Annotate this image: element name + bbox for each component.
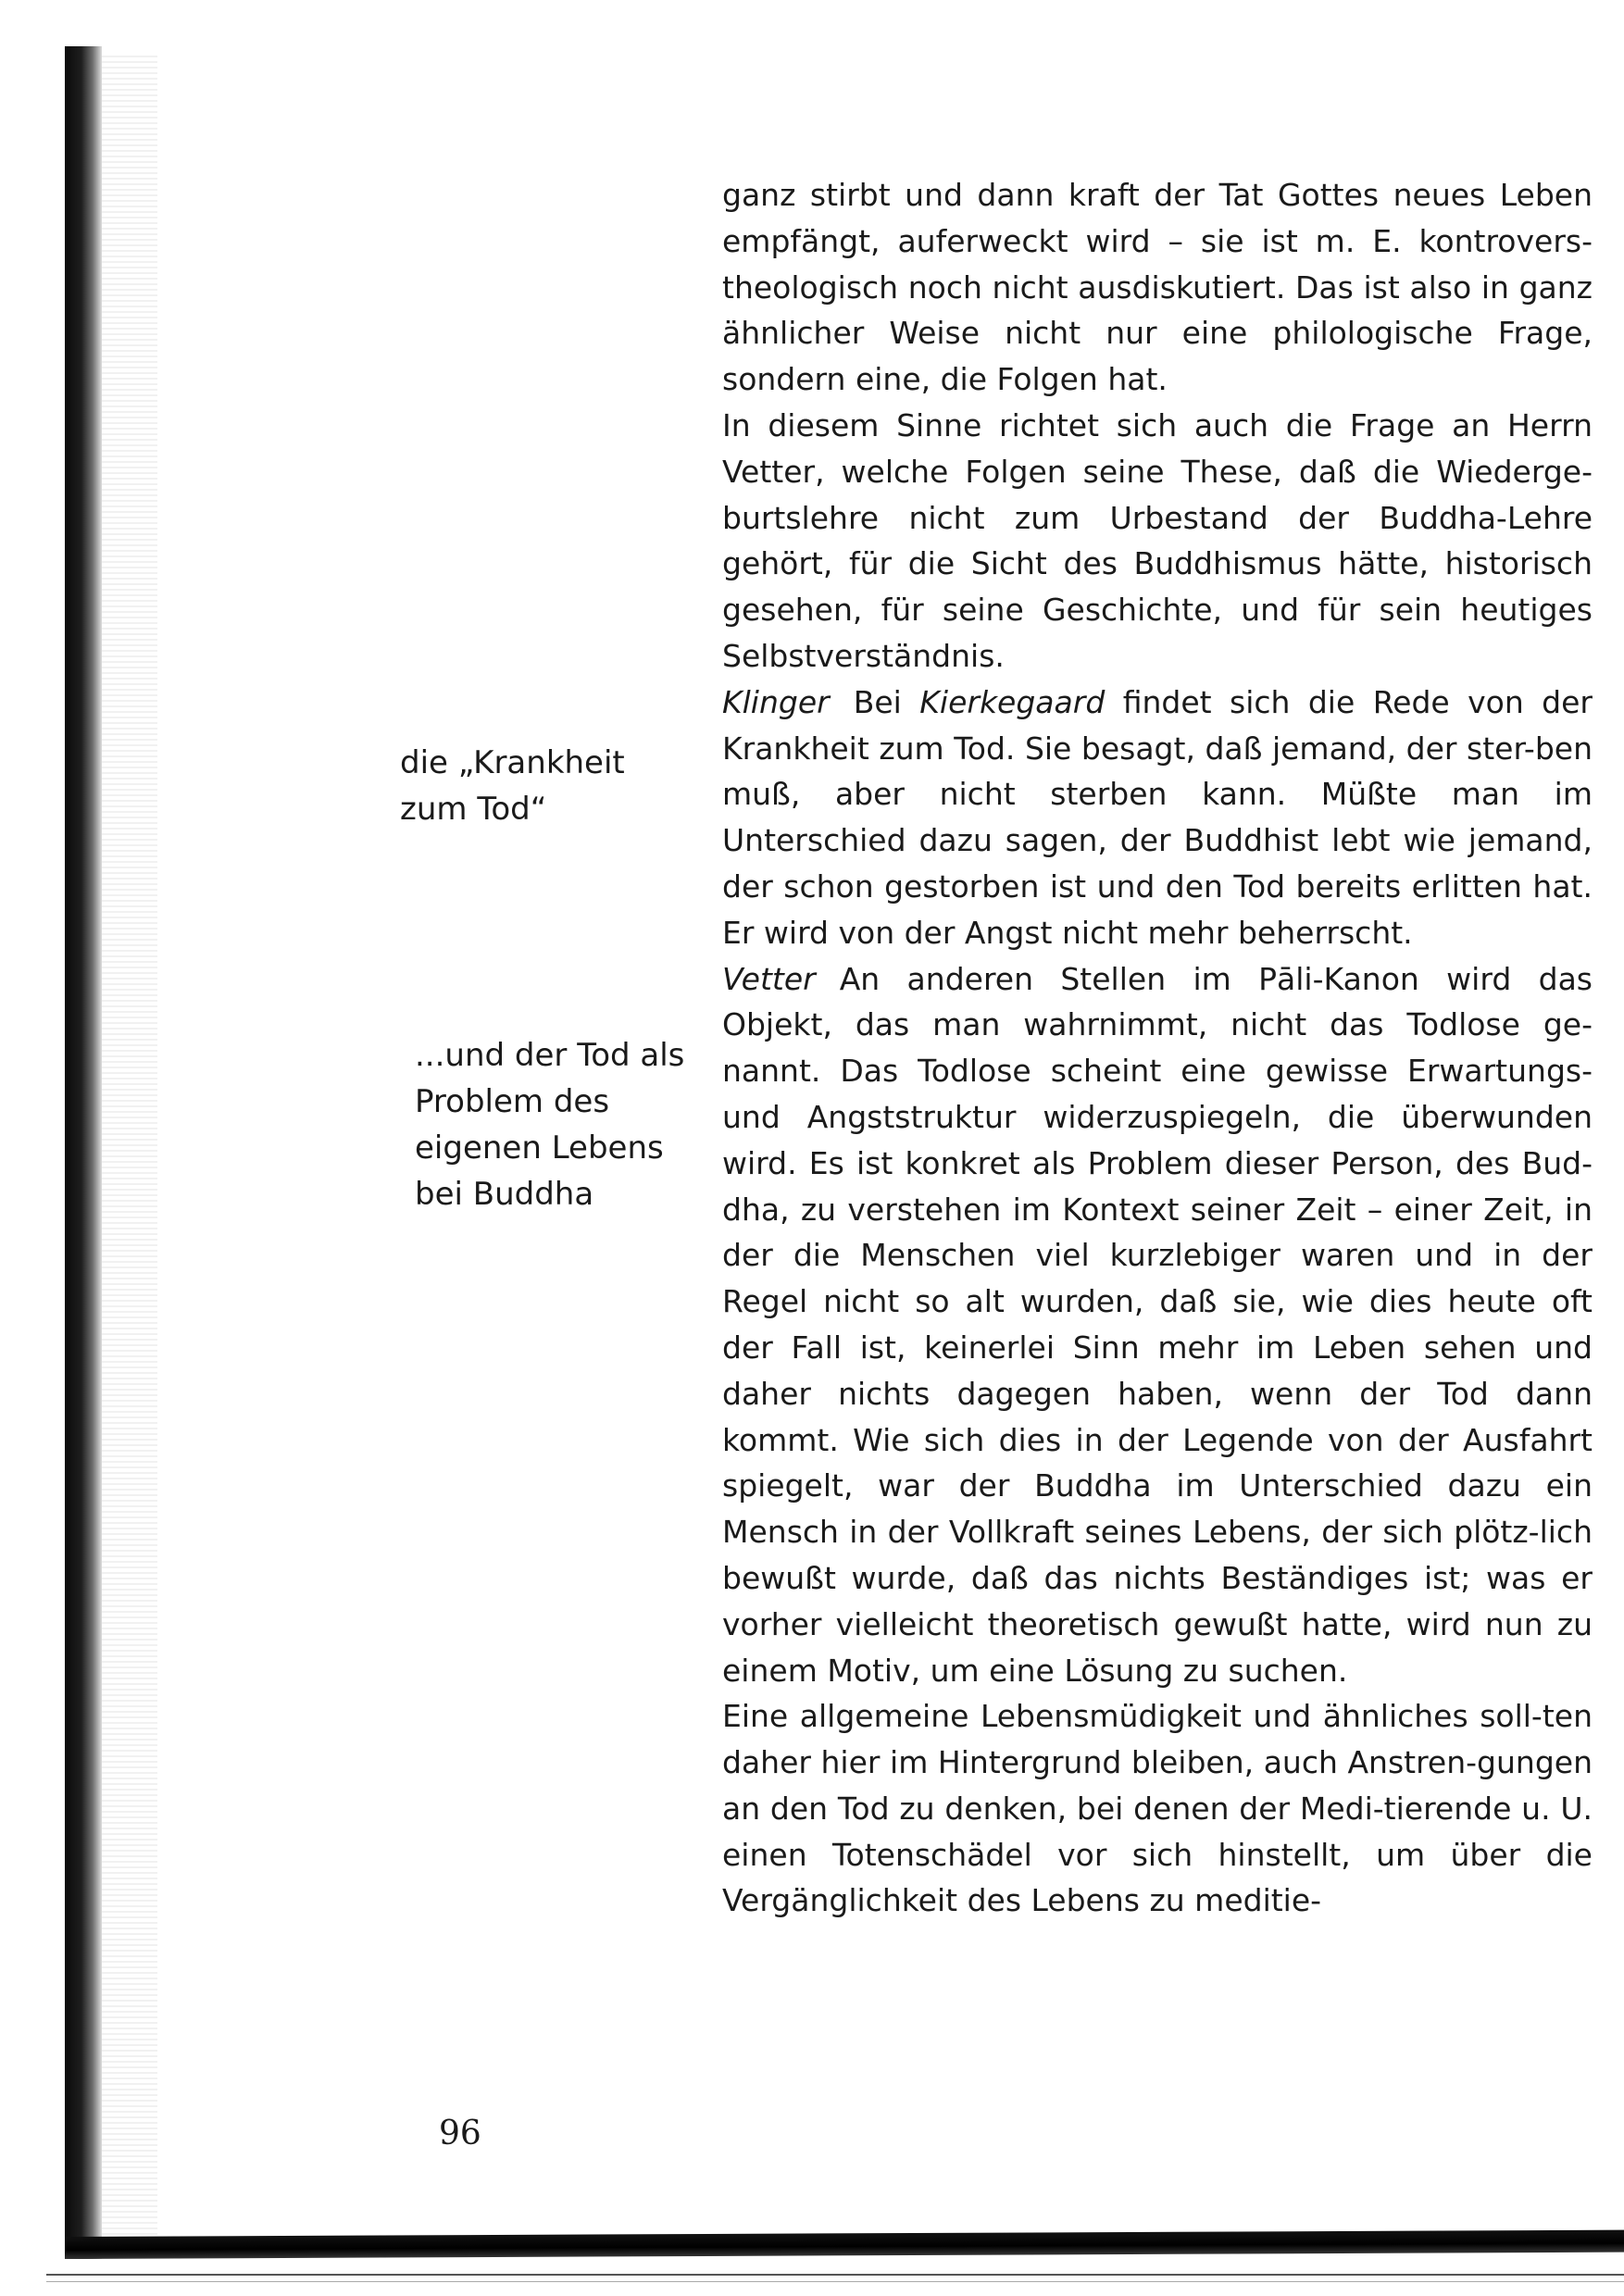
paragraph-5: Eine allgemeine Lebensmüdigkeit und ähnliches soll-ten daher hier im Hintergrund bleiben, auch Anstren-gungen an den Tod zu denken, bei denen der Medi-tierende u. U. einen Totenschädel vor sich hinstellt, um über die Vergänglichkeit des Lebens zu meditie-	[722, 1698, 1593, 1919]
paragraph-3-pre: Bei	[853, 683, 920, 720]
scan-bottom-edge	[65, 2230, 1624, 2259]
scan-binding-texture	[102, 56, 157, 2250]
name-kierkegaard: Kierkegaard	[919, 683, 1106, 720]
paragraph-4	[722, 956, 1593, 1694]
speaker-klinger: Klinger	[722, 683, 830, 720]
paragraph-4-text: An anderen Stellen im Pāli-Kanon wird das Objekt, das man wahrnimmt, nicht das Todlose ge-nannt. Das Todlose scheint eine gewisse Erwartungs- und Angststruktur widerzuspiegeln, die überwunden wird. Es ist konkret als Problem dieser Person, des Bud-dha, zu verstehen im Kontext seiner Zeit – einer Zeit, in der die Menschen viel kurzlebiger waren und in der Regel nicht so alt wurden, daß sie, wie dies heute oft der Fall ist, keinerlei Sinn mehr im Leben sehen und daher nichts dagegen haben, wenn der Tod dann kommt. Wie sich dies in der Legende von der Ausfahrt spiegelt, war der Buddha im Unterschied dazu ein Mensch in der Vollkraft seines Lebens, der sich plötz-lich bewußt wurde, daß das nichts Beständiges ist; was er vorher vielleicht theoretisch gewußt hatte, wird nun zu einem Motiv, um eine Lösung zu suchen.	[722, 960, 1593, 1689]
scan-bottom-lines	[46, 2274, 1624, 2282]
paragraph-3-text: findet sich die Rede von der Krankheit zum Tod. Sie besagt, daß jemand, der ster-ben muß, aber nicht sterben kann. Müßte man im Unterschied dazu sagen, der Buddhist lebt wie jemand, der schon gestorben ist und den Tod bereits erlitten hat. Er wird von der Angst nicht mehr beherrscht.	[722, 683, 1593, 951]
speaker-vetter: Vetter	[722, 960, 816, 997]
main-text-column	[722, 172, 1593, 1924]
paragraph-3	[722, 680, 1593, 956]
scan-binding-shadow	[65, 46, 102, 2259]
page-number: 96	[439, 2115, 481, 2152]
margin-note-tod-buddha: ...und der Tod als Problem des eigenen Lebens bei Buddha	[415, 1037, 685, 1213]
paragraph-1: ganz stirbt und dann kraft der Tat Gottes neues Leben empfängt, auferweckt wird – sie ist m. E. kontrovers-theologisch noch nicht ausdiskutiert. Das ist also in ganz ähnlicher Weise nicht nur eine philologische Frage, sondern eine, die Folgen hat.	[722, 177, 1593, 398]
margin-note-krankheit: die „Krankheit zum Tod“	[400, 744, 625, 828]
paragraph-2: In diesem Sinne richtet sich auch die Frage an Herrn Vetter, welche Folgen seine These, daß die Wiederge-burtslehre nicht zum Urbestand der Buddha-Lehre gehört, für die Sicht des Buddhismus hätte, historisch gesehen, für seine Geschichte, und für sein heutiges Selbstverständnis.	[722, 406, 1593, 674]
